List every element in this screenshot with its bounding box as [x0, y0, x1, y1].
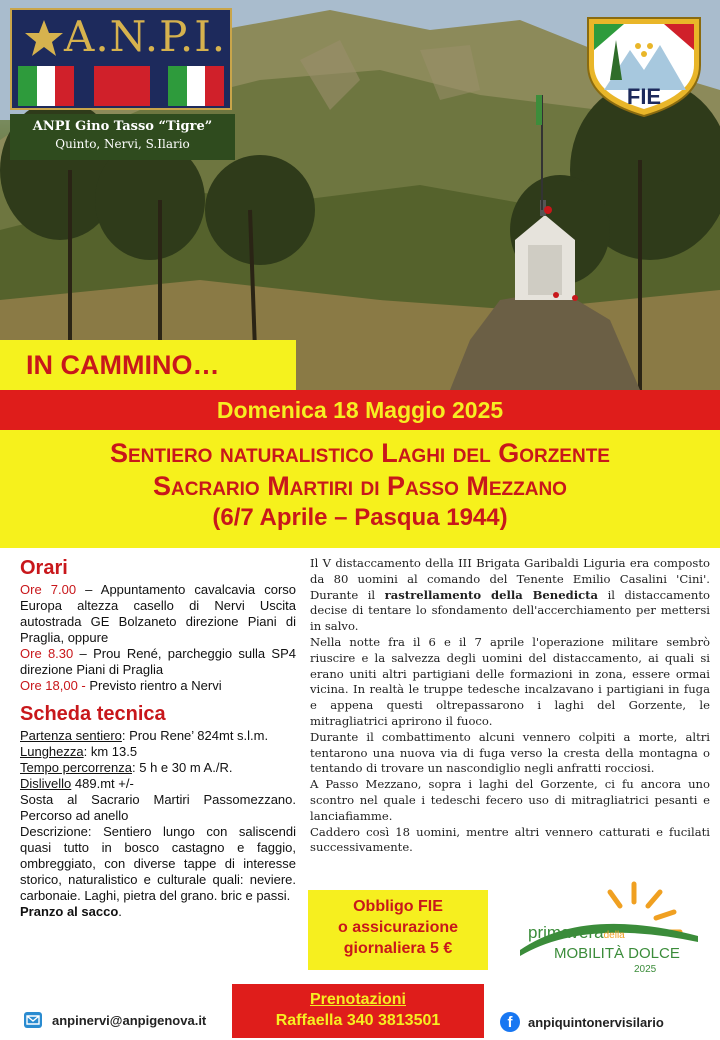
email-contact[interactable] — [24, 1012, 206, 1028]
booking-box — [232, 984, 484, 1038]
anpi-logo — [10, 8, 232, 110]
anpi-section-name: ANPI Gino Tasso “Tigre” — [32, 119, 213, 134]
anpi-section-caption — [10, 114, 235, 160]
title-line-1: Sentiero naturalistico Laghi del Gorzente — [110, 438, 610, 468]
mobilita-name: MOBILITÀ DOLCE — [554, 945, 680, 962]
italian-flag-icon — [168, 66, 224, 106]
orari-time-3: Ore 18,00 - — [20, 678, 86, 693]
fie-insurance-box: Obbligo FIE o assicurazione giornaliera 5 € — [308, 890, 488, 970]
booking-label: Prenotazioni — [309, 991, 406, 1008]
event-date: Domenica 18 Maggio 2025 — [216, 396, 504, 423]
history-paragraph-1: Il V distaccamento della III Brigata Garibaldi Liguria era composto da 80 uomini al comando del Tenente Emilio Casalini 'Cini'. Durante il rastrellamento della Benedicta il distaccamento decise di tentare lo sfondamento dell'accerchiamento per mettersi in salvo. — [310, 556, 711, 634]
svg-text:primaveradella: primaveradella — [528, 923, 625, 942]
history-paragraph-3: Durante il combattimento alcuni vennero colpiti a morte, altri tentarono una nuova via di fuga verso la cresta della montagna o tentando di trovare un nascondiglio negli anfratti rocciosi. — [310, 729, 710, 776]
orari-time-1: Ore 7.00 — [20, 582, 77, 597]
fie-badge-logo — [580, 10, 708, 120]
orari-heading: Orari — [20, 557, 68, 579]
facebook-page[interactable]: anpiquintonervisilario — [528, 1014, 664, 1030]
tagline-text: IN CAMMINO… — [26, 349, 220, 380]
orari-item-3 — [20, 678, 296, 694]
left-column — [20, 556, 296, 920]
facebook-contact[interactable] — [500, 1012, 664, 1032]
scheda-descrizione: Descrizione: Sentiero lungo con saliscendi quasi tutto in bosco castagno e faggio, ombreggiato, con diverse tappe di interesse storico, naturalistico e culturale quali: neviere. carbonaie. Laghi, pietra del grano. bric e passi. — [20, 824, 296, 903]
orari-text-1: – Appuntamento cavalcavia corso Europa altezza casello di Nervi Uscita autostrada GE Bolzaneto direzione Piani di Praglia, oppure — [20, 582, 296, 645]
history-paragraph-4: A Passo Mezzano, sopra i laghi del Gorzente, ci fu ancora uno scontro nel quale i tedeschi fecero uso di mitragliatrici pesanti e lanciafiamme. — [310, 777, 710, 823]
orari-text-3: Previsto rientro a Nervi — [85, 678, 222, 693]
anpi-section-area: Quinto, Nervi, S.Ilario — [55, 137, 190, 151]
scheda-partenza: Partenza sentiero: Prou Rene’ 824mt s.l.m. — [20, 728, 269, 743]
scheda-sosta: Sosta al Sacrario Martiri Passomezzano. Percorso ad anello — [20, 792, 296, 823]
orari-time-2: Ore 8.30 — [20, 646, 74, 661]
scheda-heading: Scheda tecnica — [20, 703, 166, 725]
orari-item-2 — [20, 646, 296, 678]
history-text — [310, 556, 710, 856]
orari-text-2: – Prou René, parcheggio sulla SP4 direzione Piani di Praglia — [20, 646, 296, 677]
scheda-dislivello: Dislivello 489.mt +/- — [20, 776, 134, 791]
email-address[interactable]: anpinervi@anpigenova.it — [52, 1012, 207, 1028]
tagline-banner — [0, 340, 296, 390]
orari-item-1 — [20, 582, 296, 646]
mobilita-year: 2025 — [634, 964, 657, 975]
history-paragraph-5: Caddero così 18 uomini, mentre altri vennero catturati e fucilati successivamente. — [310, 824, 710, 855]
history-paragraph-2: Nella notte fra il 6 e il 7 aprile l'operazione militare sembrò riuscire e la salvezza degli uomini del distaccamento, ai quali si erano uniti altri partigiani delle formazioni in zona, essere ormai vicina. In realtà le truppe tedesche incalzavano i partigiani in fuga e appena questi oltrepassarono i laghi del Gorzente, le mitragliatrici aprirono il fuoco. — [310, 634, 710, 728]
fie-badge-label: FIE — [626, 84, 662, 109]
italian-flag-icon — [18, 66, 74, 106]
scheda-tempo: Tempo percorrenza: 5 h e 30 m A./R. — [20, 760, 233, 775]
date-banner — [0, 390, 720, 430]
red-field — [94, 66, 150, 106]
title-line-3: (6/7 Aprile – Pasqua 1944) — [212, 504, 508, 531]
star-icon — [24, 18, 64, 58]
booking-contact[interactable]: Raffaella 340 3813501 — [275, 1012, 441, 1029]
mobilita-dolce-logo — [514, 866, 704, 976]
scheda-pranzo: Pranzo al sacco. — [20, 904, 122, 919]
facebook-icon: f — [500, 1012, 520, 1032]
mail-icon — [24, 1012, 42, 1028]
title-line-2: Sacrario Martiri di Passo Mezzano — [153, 471, 567, 501]
title-block — [0, 430, 720, 548]
scheda-lunghezza: Lunghezza: km 13.5 — [20, 744, 138, 759]
anpi-logo-text: A.N.P.I. — [64, 12, 227, 61]
